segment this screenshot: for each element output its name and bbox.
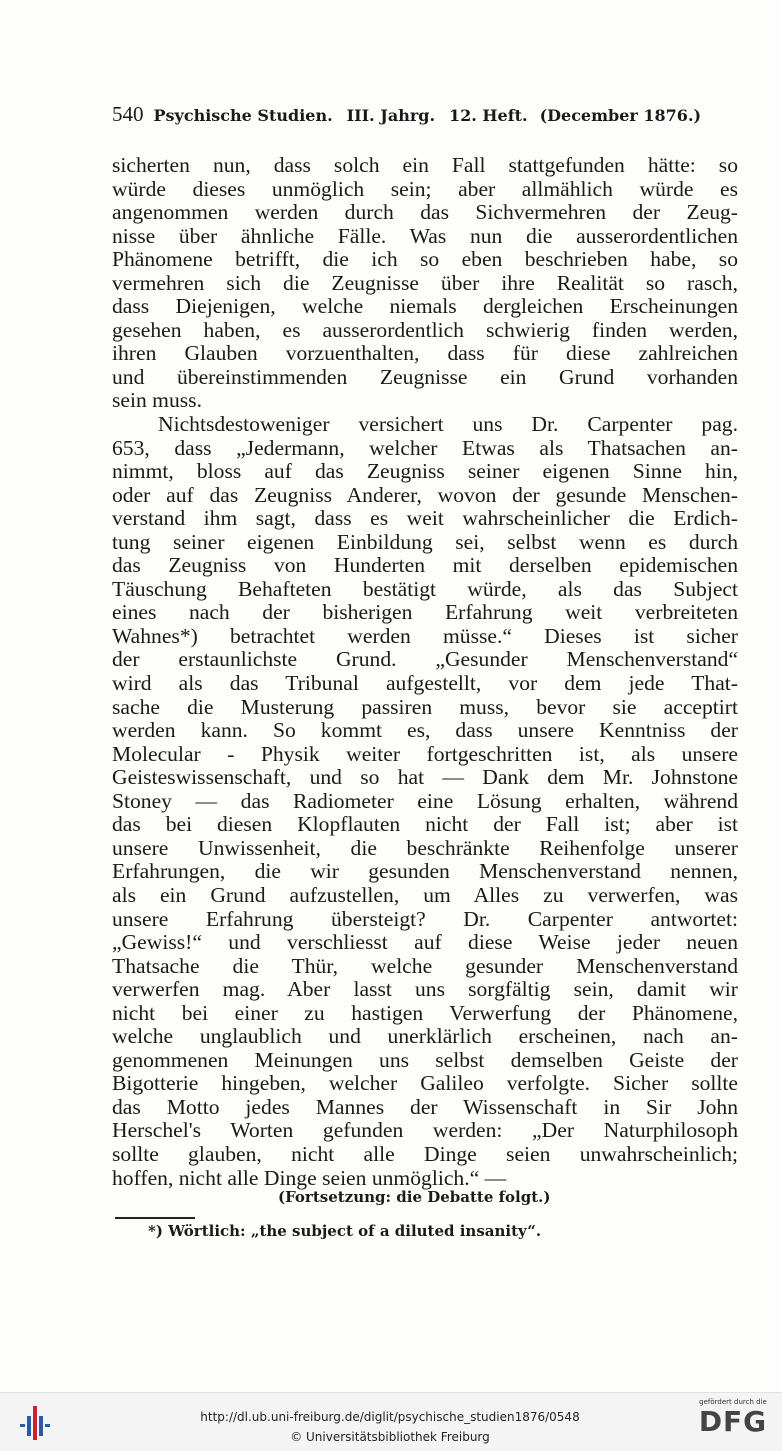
journal-title: Psychische Studien.	[153, 106, 333, 125]
footnote: *) Wörtlich: „the subject of a diluted insanity“.	[148, 1222, 542, 1240]
library-logo-icon	[18, 1402, 52, 1444]
text-line: hoffen, nicht alle Dinge seien unmöglich.“ —	[112, 1165, 507, 1190]
text-line: Stoney — das Radiometer eine Lösung erhalten, während	[112, 788, 738, 813]
text-line: werden kann. So kommt es, dass unsere Kenntniss der	[112, 718, 738, 743]
text-line: Molecular - Physik weiter fortgeschritten ist, als unsere	[112, 741, 738, 766]
text-line: nisse über ähnliche Fälle. Was nun die ausserordentlichen	[112, 223, 738, 248]
text-line: würde dieses unmöglich sein; aber allmählich würde es	[112, 176, 738, 201]
text-line: sache die Musterung passiren muss, bevor sie acceptirt	[112, 694, 738, 719]
text-line: „Gewiss!“ und verschliesst auf diese Weise jeder neuen	[112, 930, 738, 955]
volume-label: III. Jahrg.	[346, 106, 436, 125]
text-line: und übereinstimmenden Zeugnisse ein Grund vorhanden	[112, 364, 738, 389]
text-line: Wahnes*) betrachtet werden müsse.“ Dieses ist sicher	[112, 623, 738, 648]
dfg-wordmark: DFG	[698, 1405, 768, 1438]
text-line: Bigotterie hingeben, welcher Galileo verfolgte. Sicher sollte	[112, 1071, 738, 1096]
text-line: sicherten nun, dass solch ein Fall stattgefunden hätte: so	[112, 153, 738, 177]
text-line: Phänomene betrifft, die ich so eben beschrieben habe, so	[112, 247, 738, 272]
text-line: verwerfen mag. Aber lasst uns sorgfältig sein, damit wir	[112, 977, 738, 1002]
text-line: 653, dass „Jedermann, welcher Etwas als Thatsachen an-	[112, 435, 738, 460]
text-line: Erfahrungen, die wir gesunden Menschenverstand nennen,	[112, 859, 738, 884]
text-line: vermehren sich die Zeugnisse über ihre Realität so rasch,	[112, 270, 738, 295]
text-line: tung seiner eigenen Einbildung sei, selbst wenn es durch	[112, 529, 738, 554]
dfg-logo	[692, 1398, 774, 1446]
footnote-rule	[115, 1217, 195, 1219]
text-line: als ein Grund aufzustellen, um Alles zu verwerfen, was	[112, 882, 738, 907]
text-line: unsere Unwissenheit, die beschränkte Reihenfolge unserer	[112, 835, 738, 860]
text-line: welche unglaublich und unerklärlich erscheinen, nach an-	[112, 1024, 738, 1049]
text-line: sein muss.	[112, 388, 202, 413]
text-line: Nichtsdestoweniger versichert uns Dr. Carpenter pag.	[158, 412, 738, 437]
text-line: unsere Erfahrung übersteigt? Dr. Carpenter antwortet:	[112, 906, 738, 931]
text-line: der erstaunlichste Grund. „Gesunder Menschenverstand“	[112, 647, 738, 672]
copyright-text: © Universitätsbibliothek Freiburg	[290, 1430, 490, 1444]
text-line: das Zeugniss von Hunderten mit derselben epidemischen	[112, 553, 738, 578]
text-line: eines nach der bisherigen Erfahrung weit verbreiteten	[112, 600, 738, 625]
text-line: nicht bei einer zu hastigen Verwerfung der Phänomene,	[112, 1000, 738, 1025]
body-text	[112, 154, 738, 1190]
text-line: ihren Glauben vorzuenthalten, dass für diese zahlreichen	[112, 341, 738, 366]
permalink-link[interactable]: http://dl.ub.uni-freiburg.de/diglit/psychische_studien1876/0548	[200, 1410, 580, 1424]
text-line: Thatsache die Thür, welche gesunder Menschenverstand	[112, 953, 738, 978]
text-line: das bei diesen Klopflauten nicht der Fall ist; aber ist	[112, 812, 738, 837]
text-line: gesehen haben, es ausserordentlich schwierig finden werden,	[112, 317, 738, 342]
issue-label: 12. Heft.	[449, 106, 528, 125]
text-line: oder auf das Zeugniss Anderer, wovon der gesunde Menschen-	[112, 482, 738, 507]
text-line: verstand ihm sagt, dass es weit wahrscheinlicher die Erdich-	[112, 506, 738, 531]
text-line: Täuschung Behafteten bestätigt würde, als das Subject	[112, 576, 738, 601]
text-line: dass Diejenigen, welche niemals dergleichen Erscheinungen	[112, 294, 738, 319]
text-line: Herschel's Worten gefunden werden: „Der Naturphilosoph	[112, 1118, 738, 1143]
date-label: (December 1876.)	[539, 106, 702, 125]
continuation-note: (Fortsetzung: die Debatte folgt.)	[278, 1188, 551, 1206]
running-header	[112, 102, 712, 127]
text-line: nimmt, bloss auf das Zeugniss seiner eigenen Sinne hin,	[112, 459, 738, 484]
text-line: angenommen werden durch das Sichvermehren der Zeug-	[112, 200, 738, 225]
text-line: das Motto jedes Mannes der Wissenschaft in Sir John	[112, 1094, 738, 1119]
page-number: 540	[112, 102, 144, 126]
text-line: sollte glauben, nicht alle Dinge seien unwahrscheinlich;	[112, 1141, 738, 1166]
text-line: Geisteswissenschaft, und so hat — Dank dem Mr. Johnstone	[112, 765, 738, 790]
sponsor-caption: gefördert durch die	[699, 1398, 767, 1406]
text-line: wird als das Tribunal aufgestellt, vor dem jede That-	[112, 671, 738, 696]
text-line: genommenen Meinungen uns selbst demselben Geiste der	[112, 1047, 738, 1072]
